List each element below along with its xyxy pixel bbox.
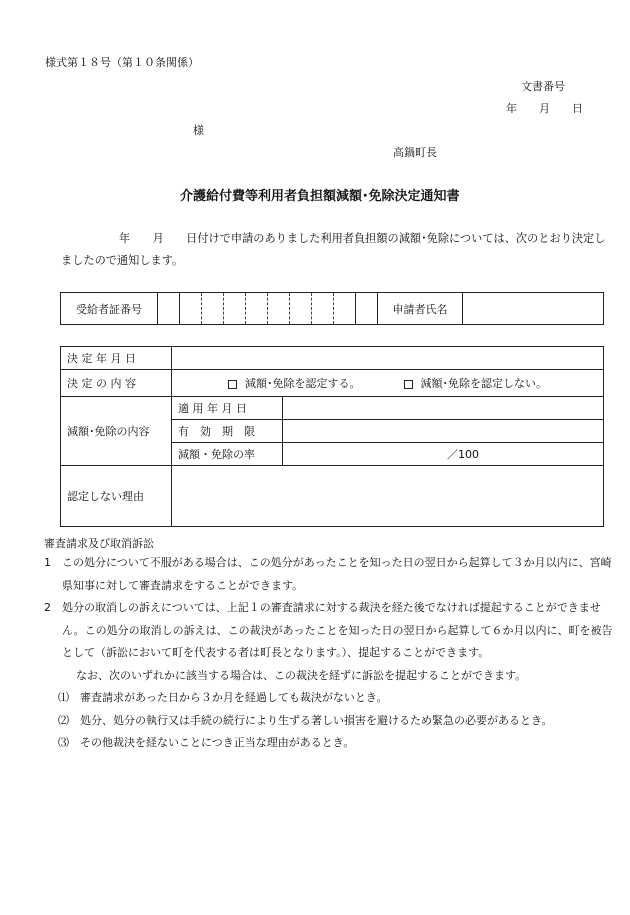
reduction-content-label: 減額･免除の内容 [61,397,172,466]
deny-checkbox[interactable] [404,380,413,389]
decision-date-field[interactable] [172,347,604,370]
decision-date-label: 決 定 年 月 日 [61,347,172,370]
document-title: 介護給付費等利用者負担額減額･免除決定通知書 [180,189,460,204]
cert-number-label: 受給者証番号 [61,293,158,325]
decision-content-field [172,370,604,397]
form-number: 様式第１８号（第１０条関係） [45,56,199,69]
valid-period-field[interactable] [283,420,604,443]
rate-label: 減額・免除の率 [172,443,283,466]
decision-content-label: 決 定 の 内 容 [61,370,172,397]
valid-period-label: 有 効 期 限 [172,420,283,443]
issuer-name: 高鍋町長 [393,146,437,159]
cert-digit-8[interactable] [312,293,334,325]
appeal-item-1: 1 この処分について不服がある場合は、この処分があったことを知った日の翌日から起算して３か月以内に、宮崎県知事に対して審査請求をすることができます。 [44,556,612,592]
apply-date-label: 適 用 年 月 日 [172,397,283,420]
apply-date-field[interactable] [283,397,604,420]
denial-reason-label: 認定しない理由 [61,466,172,527]
document-number-label: 文書番号 [521,80,565,93]
intro-paragraph: 年 月 日付けで申請のありました利用者負担額の減額･免除については、次のとおり決定しましたので通知します。 [61,232,606,267]
appeal-item-2: 2 処分の取消しの訴えについては、上記１の審査請求に対する裁決を経た後でなければ提起することができません。この処分の取消しの訴えは、この裁決があったことを知った日の翌日から起算して６か月以内に、町を被告として（訴訟において町を代表する者は町長となります。）、提起することができます。 [44,601,613,659]
appeal-sub-3: ⑶ その他裁決を経ないことにつき正当な理由があるとき。 [58,736,355,749]
addressee-suffix: 様 [193,124,204,137]
cert-digit-3[interactable] [202,293,224,325]
appeal-sub-1: ⑴ 審査請求があった日から３か月を経過しても裁決がないとき。 [58,691,388,704]
cert-digit-5[interactable] [246,293,268,325]
decision-table [60,346,604,527]
rate-value: ／100 [447,448,479,461]
cert-digit-1[interactable] [158,293,180,325]
appeal-heading: 審査請求及び取消訴訟 [44,537,154,550]
appeal-item-2-note: なお、次のいずれかに該当する場合は、この裁決を経ずに訴訟を提起することができます。 [76,668,527,682]
appeal-sub-2: ⑵ 処分、処分の執行又は手続の続行により生ずる著しい損害を避けるため緊急の必要があるとき。 [58,713,553,727]
cert-digit-9[interactable] [334,293,356,325]
cert-digit-7[interactable] [290,293,312,325]
deny-option-label: 減額･免除を認定しない。 [420,377,547,390]
cert-digit-10[interactable] [356,293,378,325]
applicant-name-label: 申請者氏名 [378,293,463,325]
date-label: 年 月 日 [506,102,583,115]
denial-reason-field[interactable] [172,466,604,527]
approve-checkbox[interactable] [228,380,237,389]
approve-option-label: 減額･免除を認定する。 [245,377,361,390]
cert-digit-2[interactable] [180,293,202,325]
appeal-notes [44,552,614,755]
cert-digit-6[interactable] [268,293,290,325]
applicant-name-field[interactable] [463,293,604,325]
applicant-table [60,292,604,325]
rate-field[interactable] [283,443,604,466]
cert-digit-4[interactable] [224,293,246,325]
